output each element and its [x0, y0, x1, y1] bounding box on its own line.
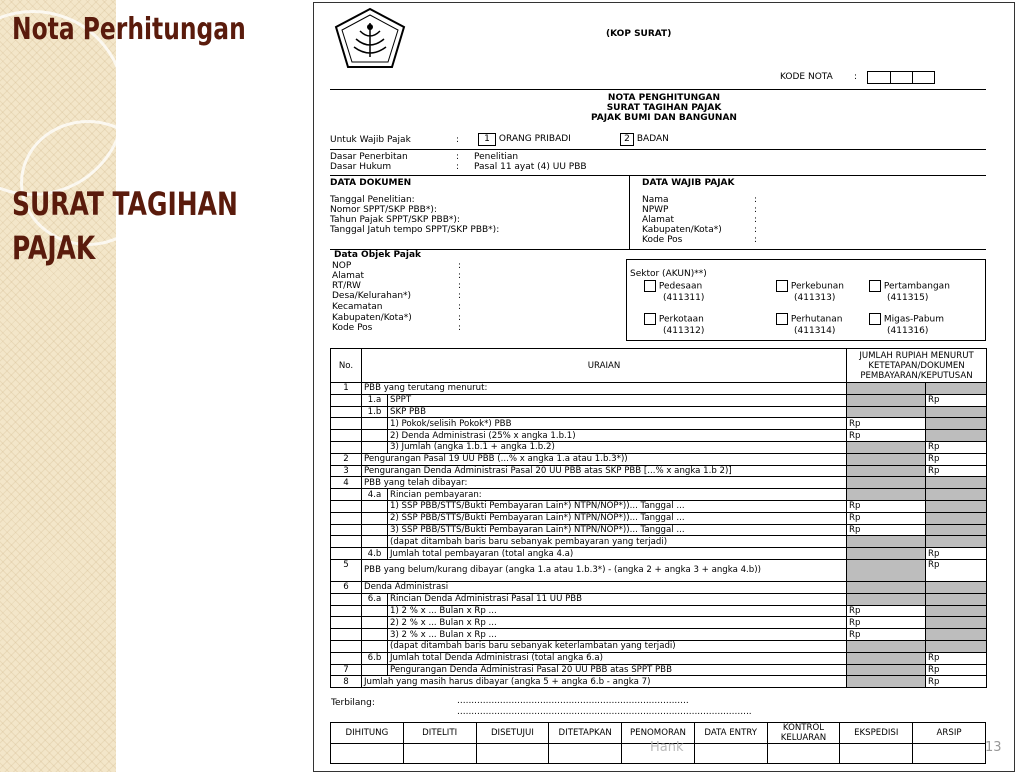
approval-col: KONTROL KELUARAN: [767, 723, 840, 744]
checkbox[interactable]: [869, 280, 881, 292]
colon: :: [456, 162, 460, 172]
colon: :: [754, 205, 758, 215]
terbilang-label: Terbilang:: [331, 698, 375, 708]
colon: :: [456, 135, 460, 145]
sektor-code: (411311): [663, 293, 705, 303]
garuda-logo-icon: [332, 7, 408, 71]
doc-title-1: NOTA PENGHITUNGAN: [607, 93, 721, 103]
doc-title-2: SURAT TAGIHAN PAJAK: [606, 103, 722, 113]
checkbox[interactable]: [644, 313, 656, 325]
untuk-wp-label: Untuk Wajib Pajak: [330, 135, 411, 145]
checkbox[interactable]: [644, 280, 656, 292]
sektor-perkebunan: Perkebunan: [776, 280, 844, 292]
sektor-perkotaan: Perkotaan: [644, 313, 704, 325]
table-row: 4 PBB yang telah dibayar:: [331, 477, 987, 489]
dasar-hukum-label: Dasar Hukum: [330, 162, 392, 172]
kode-nota-box: [867, 71, 935, 84]
kop-surat: (KOP SURAT): [606, 29, 672, 39]
table-row: 7 Pengurangan Denda Administrasi Pasal 20 UU PBB atas SPPT PBB Rp: [331, 664, 987, 676]
divider: [629, 175, 630, 250]
table-row: (dapat ditambah baris baru sebanyak keterlambatan yang terjadi): [331, 640, 987, 652]
table-row: (dapat ditambah baris baru sebanyak pembayaran yang terjadi): [331, 536, 987, 548]
data-objek-field: Kabupaten/Kota*): [332, 313, 412, 323]
sektor-title: Sektor (AKUN)**): [630, 269, 707, 279]
approval-col: DITETAPKAN: [549, 723, 622, 744]
colon: :: [458, 281, 462, 291]
colon: :: [458, 291, 462, 301]
checkbox[interactable]: [869, 313, 881, 325]
approval-col: DIHITUNG: [331, 723, 404, 744]
data-dokumen-field: Tanggal Penelitian:: [330, 195, 415, 205]
data-objek-field: NOP: [332, 261, 352, 271]
kode-nota-label: KODE NOTA: [780, 72, 833, 82]
kode-nota-colon: :: [854, 72, 858, 82]
table-row: 6 Denda Administrasi: [331, 581, 987, 593]
slide-title: Nota Perhitungan: [12, 12, 246, 47]
data-wp-field: Kode Pos: [642, 235, 683, 245]
checkbox[interactable]: [776, 280, 788, 292]
header-no: No.: [331, 349, 362, 383]
colon: :: [754, 235, 758, 245]
table-row: 1) Pokok/selisih Pokok*) PBB Rp: [331, 418, 987, 430]
table-row: 1) SSP PBB/STTS/Bukti Pembayaran Lain*) NTPN/NOP*))... Tanggal ... Rp: [331, 500, 987, 512]
approval-col: PENOMORAN: [622, 723, 695, 744]
header-uraian: URAIAN: [362, 349, 847, 383]
opt1-box: 1: [478, 133, 496, 146]
colon: :: [458, 271, 462, 281]
opt-badan: [620, 133, 669, 146]
slide-subtitle-line2: PAJAK: [12, 229, 96, 267]
slide-subtitle: [12, 182, 238, 270]
slide-subtitle-line1: SURAT TAGIHAN: [12, 185, 238, 223]
data-dokumen-field: Nomor SPPT/SKP PBB*):: [330, 205, 437, 215]
table-row: 8 Jumlah yang masih harus dibayar (angka 5 + angka 6.b - angka 7) Rp: [331, 676, 987, 688]
data-dokumen-field: Tanggal Jatuh tempo SPPT/SKP PBB*):: [330, 225, 500, 235]
table-row: 3) Jumlah (angka 1.b.1 + angka 1.b.2) Rp: [331, 441, 987, 453]
table-row: 2) Denda Administrasi (25% x angka 1.b.1) Rp: [331, 430, 987, 442]
approval-col: DITELITI: [403, 723, 476, 744]
opt-orang-pribadi: [478, 133, 571, 146]
dasar-penerbitan-value: Penelitian: [474, 152, 519, 162]
divider: [330, 149, 986, 150]
table-header-row: [331, 349, 987, 383]
table-row: 3) 2 % x ... Bulan x Rp ... Rp: [331, 629, 987, 641]
data-wp-title: DATA WAJIB PAJAK: [642, 178, 735, 188]
approval-col: DISETUJUI: [476, 723, 549, 744]
sektor-code: (411315): [887, 293, 929, 303]
table-row: 2) 2 % x ... Bulan x Rp ... Rp: [331, 617, 987, 629]
dasar-hukum-value: Pasal 11 ayat (4) UU PBB: [474, 162, 587, 172]
table-row: 6.a Rincian Denda Administrasi Pasal 11 UU PBB: [331, 593, 987, 605]
slide-sidebar: [0, 0, 116, 772]
opt2-label: BADAN: [636, 134, 669, 144]
data-dokumen-field: Tahun Pajak SPPT/SKP PBB*):: [330, 215, 460, 225]
approval-col: DATA ENTRY: [694, 723, 767, 744]
table-row: 1) 2 % x ... Bulan x Rp ... Rp: [331, 605, 987, 617]
data-wp-field: Alamat: [642, 215, 674, 225]
table-row: 3) SSP PBB/STTS/Bukti Pembayaran Lain*) NTPN/NOP*))... Tanggal ... Rp: [331, 524, 987, 536]
table-row: 1 PBB yang terutang menurut:: [331, 383, 987, 395]
sektor-pertambangan: Pertambangan: [869, 280, 950, 292]
divider: [330, 249, 986, 250]
opt1-label: ORANG PRIBADI: [498, 134, 571, 144]
data-wp-field: Nama: [642, 195, 669, 205]
table-row: 2) SSP PBB/STTS/Bukti Pembayaran Lain*) NTPN/NOP*))... Tanggal ... Rp: [331, 512, 987, 524]
table-row: 6.b Jumlah total Denda Administrasi (total angka 6.a) Rp: [331, 652, 987, 664]
data-dokumen-title: DATA DOKUMEN: [330, 178, 412, 188]
uraian-table: [330, 348, 987, 688]
footer-author: Hank: [650, 740, 684, 755]
table-row: 3 Pengurangan Denda Administrasi Pasal 20 UU PBB atas SKP PBB [...% x angka 1.b 2)] Rp: [331, 465, 987, 477]
sektor-pedesaan: Pedesaan: [644, 280, 702, 292]
terbilang-dots: .......................................................................................................: [457, 707, 752, 717]
opt2-box: 2: [620, 133, 634, 146]
sektor-perhutanan: Perhutanan: [776, 313, 842, 325]
table-row: 1.a SPPT Rp: [331, 394, 987, 406]
document-image: [313, 2, 1015, 772]
colon: :: [754, 225, 758, 235]
divider: [330, 175, 986, 176]
data-objek-field: Kecamatan: [332, 302, 383, 312]
table-row: 4.a Rincian pembayaran:: [331, 489, 987, 501]
colon: :: [754, 215, 758, 225]
colon: :: [458, 302, 462, 312]
data-wp-field: Kabupaten/Kota*): [642, 225, 722, 235]
header-jumlah: JUMLAH RUPIAH MENURUT KETETAPAN/DOKUMEN PEMBAYARAN/KEPUTUSAN: [847, 349, 987, 383]
sektor-migas: Migas-Pabum: [869, 313, 944, 325]
colon: :: [456, 152, 460, 162]
dasar-penerbitan-label: Dasar Penerbitan: [330, 152, 408, 162]
colon: :: [458, 261, 462, 271]
data-wp-field: NPWP: [642, 205, 669, 215]
table-row: 5 PBB yang belum/kurang dibayar (angka 1.a atau 1.b.3*) - (angka 2 + angka 3 + angka 4.b)) Rp: [331, 559, 987, 581]
approval-col: EKSPEDISI: [840, 723, 913, 744]
sektor-code: (411314): [794, 326, 836, 336]
sektor-code: (411313): [794, 293, 836, 303]
table-row: 4.b Jumlah total pembayaran (total angka 4.a) Rp: [331, 548, 987, 560]
sektor-code: (411316): [887, 326, 929, 336]
colon: :: [458, 323, 462, 333]
doc-title-3: PAJAK BUMI DAN BANGUNAN: [591, 113, 737, 123]
colon: :: [754, 195, 758, 205]
data-objek-title: Data Objek Pajak: [334, 250, 422, 260]
page-number: 13: [985, 740, 1002, 755]
data-objek-field: Kode Pos: [332, 323, 373, 333]
checkbox[interactable]: [776, 313, 788, 325]
data-objek-field: Alamat: [332, 271, 364, 281]
sektor-code: (411312): [663, 326, 705, 336]
table-row: 1.b SKP PBB: [331, 406, 987, 418]
terbilang-dots: .................................................................................: [457, 696, 689, 706]
divider: [330, 89, 986, 90]
table-row: 2 Pengurangan Pasal 19 UU PBB (...% x angka 1.a atau 1.b.3*)) Rp: [331, 453, 987, 465]
colon: :: [458, 313, 462, 323]
data-objek-field: RT/RW: [332, 281, 361, 291]
data-objek-field: Desa/Kelurahan*): [332, 291, 412, 301]
approval-col: ARSIP: [913, 723, 986, 744]
